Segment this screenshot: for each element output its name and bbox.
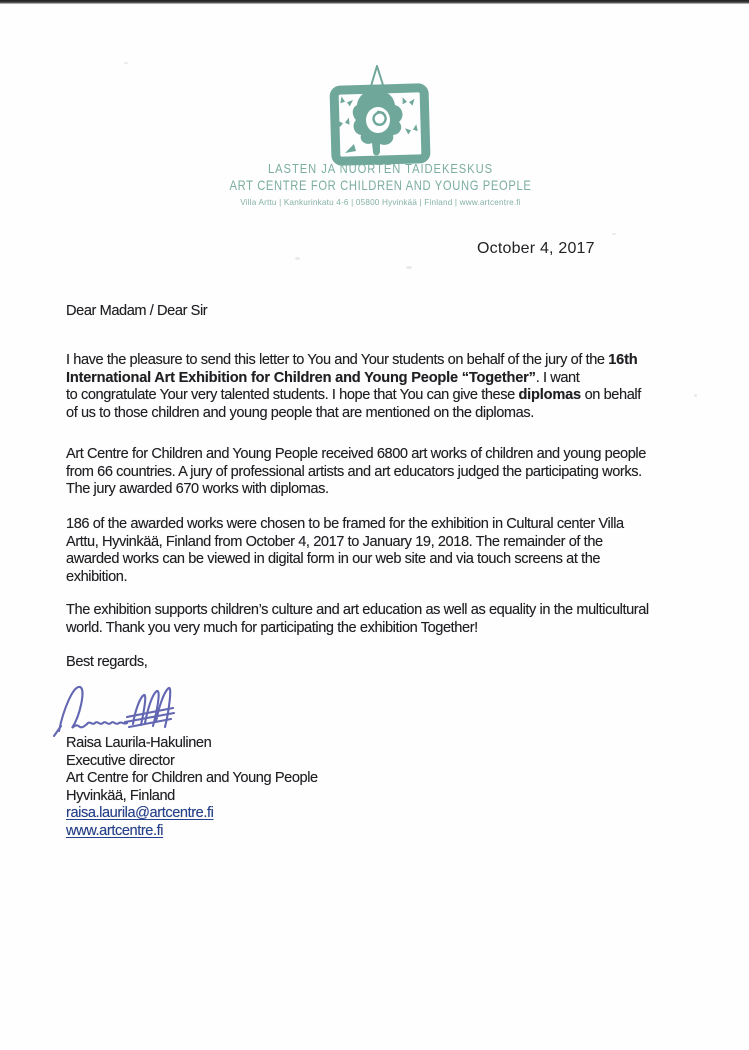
scan-speck xyxy=(612,233,616,235)
scan-speck xyxy=(295,257,300,260)
text-line: Art Centre for Children and Young People received 6800 art works of children and young people xyxy=(66,446,646,462)
text-line: I have the pleasure to send this letter to You and Your students on behalf of the jury of the 16th xyxy=(66,352,638,368)
paragraph-jury-statistics xyxy=(66,446,726,499)
handwritten-signature xyxy=(52,678,202,738)
text-line: International Art Exhibition for Children and Young People “Together”. I want xyxy=(66,369,580,386)
scan-speck xyxy=(406,266,412,269)
text-line: Arttu, Hyvinkää, Finland from October 4, 2017 to January 19, 2018. The remainder of the xyxy=(66,533,603,550)
signatory-location: Hyvinkää, Finland xyxy=(66,787,175,804)
bold-diplomas: diplomas xyxy=(518,387,581,403)
text-line: exhibition. xyxy=(66,568,128,585)
text-line: of us to those children and young people that are mentioned on the diplomas. xyxy=(66,404,534,421)
text-line: The jury awarded 670 works with diplomas. xyxy=(66,481,329,497)
text-line: The exhibition supports children’s culture and art education as well as equality in the multicultural xyxy=(66,602,649,618)
closing-line: Best regards, xyxy=(66,654,148,670)
org-address-line: Villa Arttu | Kankurinkatu 4-6 | 05800 Hyvinkää | Finland | www.artcentre.fi xyxy=(240,197,521,207)
paragraph-exhibition-details xyxy=(66,516,726,586)
org-name-english: ART CENTRE FOR CHILDREN AND YOUNG PEOPLE xyxy=(229,177,532,193)
text-line: 186 of the awarded works were chosen to be framed for the exhibition in Cultural center Villa xyxy=(66,516,624,532)
email-link[interactable]: raisa.laurila@artcentre.fi xyxy=(66,805,214,821)
text-line: to congratulate Your very talented students. I hope that You can give these diplomas on behalf xyxy=(66,387,641,403)
paragraph-jury-intro xyxy=(66,352,726,422)
signatory-title: Executive director xyxy=(66,752,175,769)
salutation: Dear Madam / Dear Sir xyxy=(66,303,208,319)
bold-exhibition-title: 16th xyxy=(608,352,638,368)
text-line: awarded works can be viewed in digital form in our web site and via touch screens at the xyxy=(66,551,601,567)
text-line: world. Thank you very much for participating the exhibition Together! xyxy=(66,619,478,636)
scanner-edge-artifact xyxy=(0,0,749,4)
signatory-org: Art Centre for Children and Young People xyxy=(66,770,318,786)
letter-date: October 4, 2017 xyxy=(477,240,595,257)
art-centre-logo-icon xyxy=(318,64,442,166)
scan-speck xyxy=(124,62,128,64)
text-line xyxy=(66,805,726,823)
signature-block xyxy=(66,735,726,840)
signatory-name: Raisa Laurila-Hakulinen xyxy=(66,735,212,751)
org-name-finnish: LASTEN JA NUORTEN TAIDEKESKUS xyxy=(267,161,493,176)
paragraph-thanks xyxy=(66,602,726,637)
text-line xyxy=(66,823,726,841)
website-link[interactable]: www.artcentre.fi xyxy=(66,822,164,839)
text-line: from 66 countries. A jury of professional artists and art educators judged the participating works. xyxy=(66,463,642,480)
bold-exhibition-title: International Art Exhibition for Children and Young People “Together” xyxy=(66,369,536,386)
